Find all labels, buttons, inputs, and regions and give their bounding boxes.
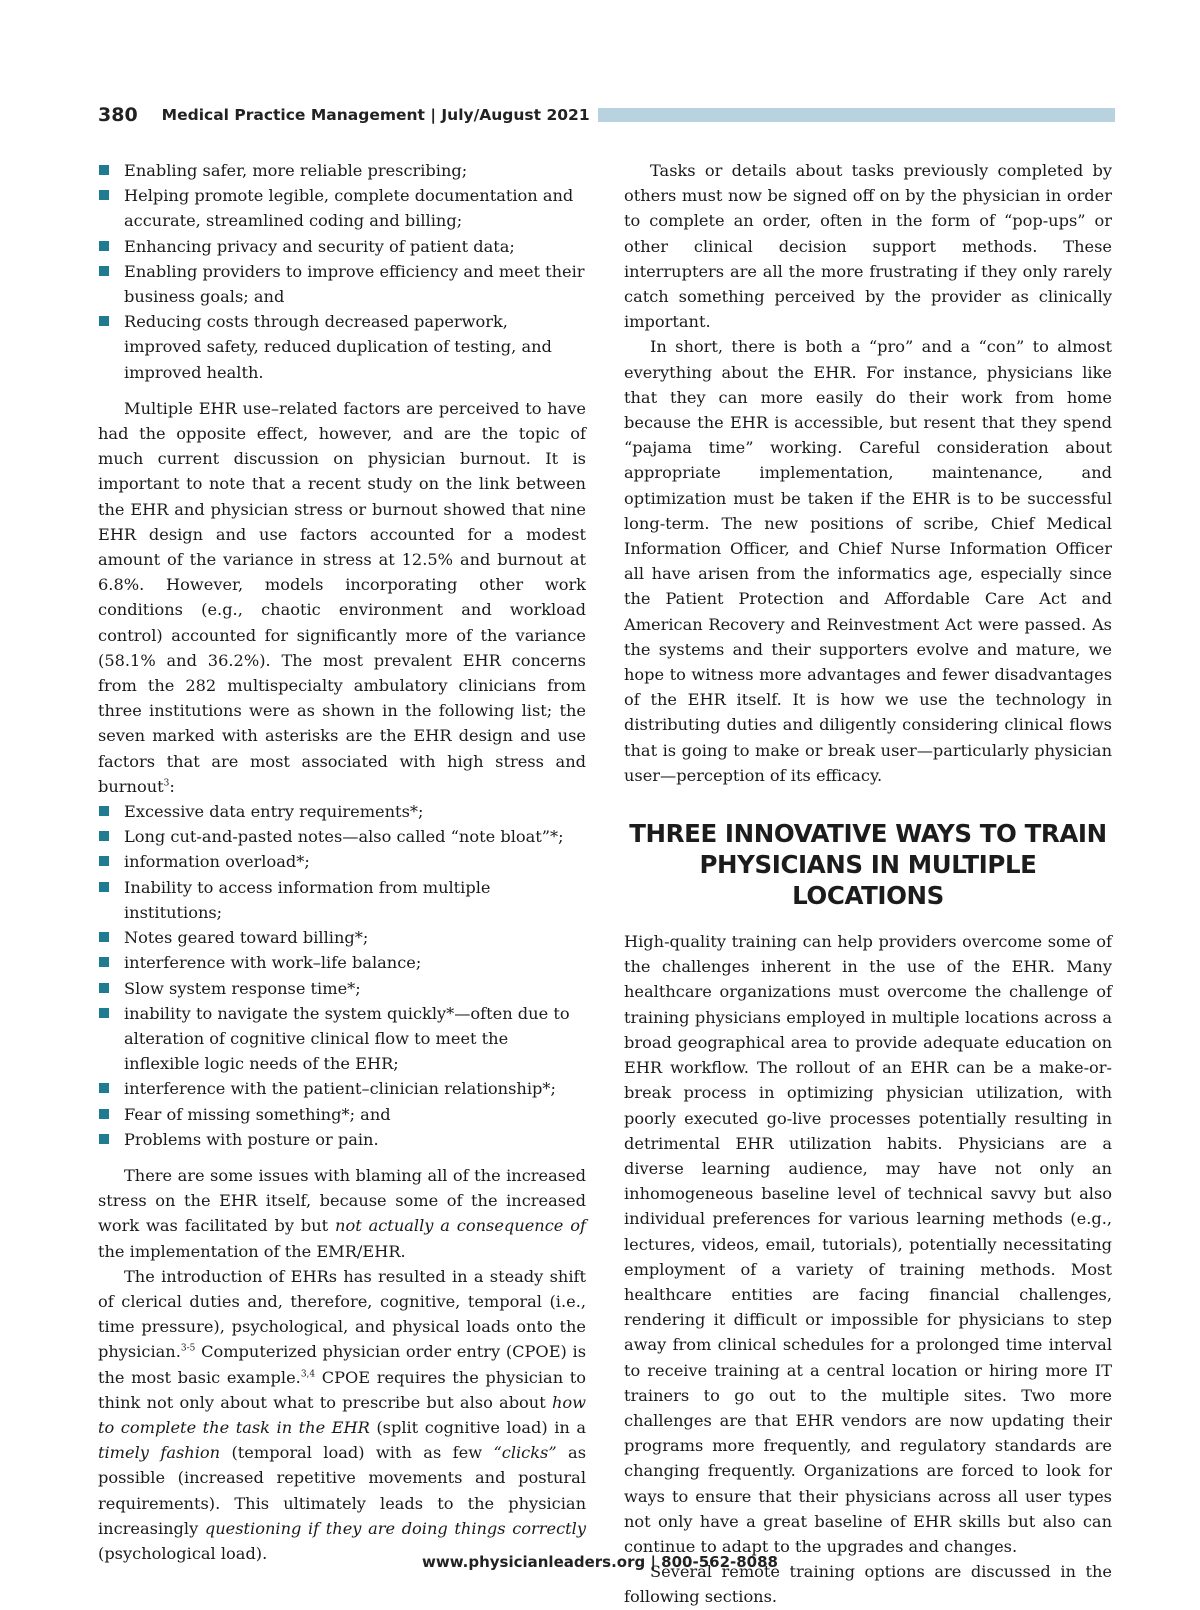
ehr-concerns-list	[98, 799, 586, 1152]
page-footer: www.physicianleaders.org | 800-562-8088	[422, 1553, 778, 1571]
list-item: interference with work–life balance;	[98, 950, 586, 975]
left-column	[98, 158, 586, 1566]
reference-superscript: 3-5	[180, 1343, 196, 1354]
reference-superscript: 3,4	[300, 1369, 316, 1380]
reference-superscript: 3	[163, 778, 170, 789]
body-paragraph: In short, there is both a “pro” and a “con” to almost everything about the EHR. For instance, physicians like that they can more easily do their work from home because the EHR is accessible, but resent that they spend “pajama time” working. Careful consideration about appropriate implementation, maintenance, and optimization must be taken if the EHR is to be successful long-term. The new positions of scribe, Chief Medical Information Officer, and Chief Nurse Information Officer all have arisen from the informatics age, especially since the Patient Protection and Affordable Care Act and American Recovery and Reinvestment Act were passed. As the systems and their supporters evolve and mature, we hope to witness more advantages and fewer disadvantages of the EHR itself. It is how we use the technology in distributing duties and diligently considering clinical flows that is going to make or break user—particularly physician user—perception of its efficacy.	[624, 337, 1112, 785]
square-bullet-icon	[99, 806, 109, 816]
square-bullet-icon	[99, 983, 109, 993]
list-item: Enabling providers to improve efficiency and meet their business goals; and	[98, 259, 586, 309]
list-item: Excessive data entry requirements*;	[98, 799, 586, 824]
square-bullet-icon	[99, 1008, 109, 1018]
square-bullet-icon	[99, 1109, 109, 1119]
page-number: 380	[98, 104, 138, 126]
square-bullet-icon	[99, 165, 109, 175]
square-bullet-icon	[99, 856, 109, 866]
list-item: Helping promote legible, complete documentation and accurate, streamlined coding and billing;	[98, 183, 586, 233]
square-bullet-icon	[99, 932, 109, 942]
body-paragraph: There are some issues with blaming all of the increased stress on the EHR itself, because some of the increased work was facilitated by but not actually a consequence of the implementation of the EMR/EHR.	[98, 1165, 586, 1261]
list-item: Fear of missing something*; and	[98, 1102, 586, 1127]
body-paragraph: High-quality training can help providers overcome some of the challenges inherent in the use of the EHR. Many healthcare organizations must overcome the challenge of training physicians employed in multiple locations across a broad geographical area to provide adequate education on EHR workflow. The rollout of an EHR can be a make-or-break process in optimizing physician utilization, with poorly executed go-live processes potentially resulting in detrimental EHR utilization habits. Physicians are a diverse learning audience, may have not only an inhomogeneous baseline level of technical savvy but also individual preferences for various learning methods (e.g., lectures, videos, email, tutorials), potentially necessitating employment of a variety of training methods. Most healthcare entities are facing financial challenges, rendering it difficult or impossible for physicians to step away from clinical schedules for a prolonged time interval to receive training at a central location or hiring more IT trainers to go out to the multiple sites. Two more challenges are that EHR vendors are now updating their programs more frequently, and regulatory standards are changing frequently. Organizations are forced to look for ways to ensure that their physicians across all user types not only have a great baseline of EHR skills but also can continue to adapt to the upgrades and changes.	[624, 932, 1112, 1556]
body-paragraph: Several remote training options are discussed in the following sections.	[624, 1562, 1112, 1607]
list-item: Enabling safer, more reliable prescribing;	[98, 158, 586, 183]
square-bullet-icon	[99, 1083, 109, 1093]
square-bullet-icon	[99, 957, 109, 967]
benefits-list	[98, 158, 586, 385]
list-item: interference with the patient–clinician relationship*;	[98, 1076, 586, 1101]
list-item: Long cut-and-pasted notes—also called “note bloat”*;	[98, 824, 586, 849]
square-bullet-icon	[99, 316, 109, 326]
running-header	[98, 98, 1115, 132]
list-item: Notes geared toward billing*;	[98, 925, 586, 950]
body-paragraph: Multiple EHR use–related factors are perceived to have had the opposite effect, however, and are the topic of much current discussion on physician burnout. It is important to note that a recent study on the link between the EHR and physician stress or burnout showed that nine EHR design and use factors accounted for a modest amount of the variance in stress at 12.5% and burnout at 6.8%. However, models incorporating other work conditions (e.g., chaotic environment and workload control) accounted for significantly more of the variance (58.1% and 36.2%). The most prevalent EHR concerns from the 282 multispecialty ambulatory clinicians from three institutions were as shown in the following list; the seven marked with asterisks are the EHR design and use factors that are most associated with high stress and burnout$^3$:	[98, 398, 586, 796]
journal-title: Medical Practice Management | July/August 2021	[161, 106, 590, 124]
body-paragraph: Tasks or details about tasks previously completed by others must now be signed off on by the physician in order to complete an order, often in the form of “pop-ups” or other clinical decision support methods. These interrupters are all the more frustrating if they only rarely catch something perceived by the provider as clinically important.	[624, 161, 1112, 332]
list-item: inability to navigate the system quickly*—often due to alteration of cognitive clinical flow to meet the inflexible logic needs of the EHR;	[98, 1001, 586, 1077]
list-item: Problems with posture or pain.	[98, 1127, 586, 1152]
list-item: Inability to access information from multiple institutions;	[98, 875, 586, 925]
square-bullet-icon	[99, 1134, 109, 1144]
list-item: Reducing costs through decreased paperwork, improved safety, reduced duplication of testing, and improved health.	[98, 309, 586, 385]
body-paragraph: The introduction of EHRs has resulted in a steady shift of clerical duties and, therefore, cognitive, temporal (i.e., time pressure), psychological, and physical loads onto the physician.$^{3-5}$ Computerized physician order entry (CPOE) is the most basic example.$^{3,4}$ CPOE requires the physician to think not only about what to prescribe but also about how to complete the task in the EHR (split cognitive load) in a timely fashion (temporal load) with as few “clicks” as possible (increased repetitive movements and postural requirements). This ultimately leads to the physician increasingly questioning if they are doing things correctly (psychological load).	[98, 1266, 586, 1563]
right-column	[624, 158, 1112, 1610]
list-item: Slow system response time*;	[98, 976, 586, 1001]
square-bullet-icon	[99, 241, 109, 251]
square-bullet-icon	[99, 882, 109, 892]
header-rule-bar	[598, 108, 1115, 122]
square-bullet-icon	[99, 190, 109, 200]
square-bullet-icon	[99, 831, 109, 841]
list-item: information overload*;	[98, 849, 586, 874]
section-heading: THREE INNOVATIVE WAYS TO TRAIN PHYSICIANS IN MULTIPLE LOCATIONS	[629, 819, 1107, 911]
list-item: Enhancing privacy and security of patient data;	[98, 234, 586, 259]
square-bullet-icon	[99, 266, 109, 276]
